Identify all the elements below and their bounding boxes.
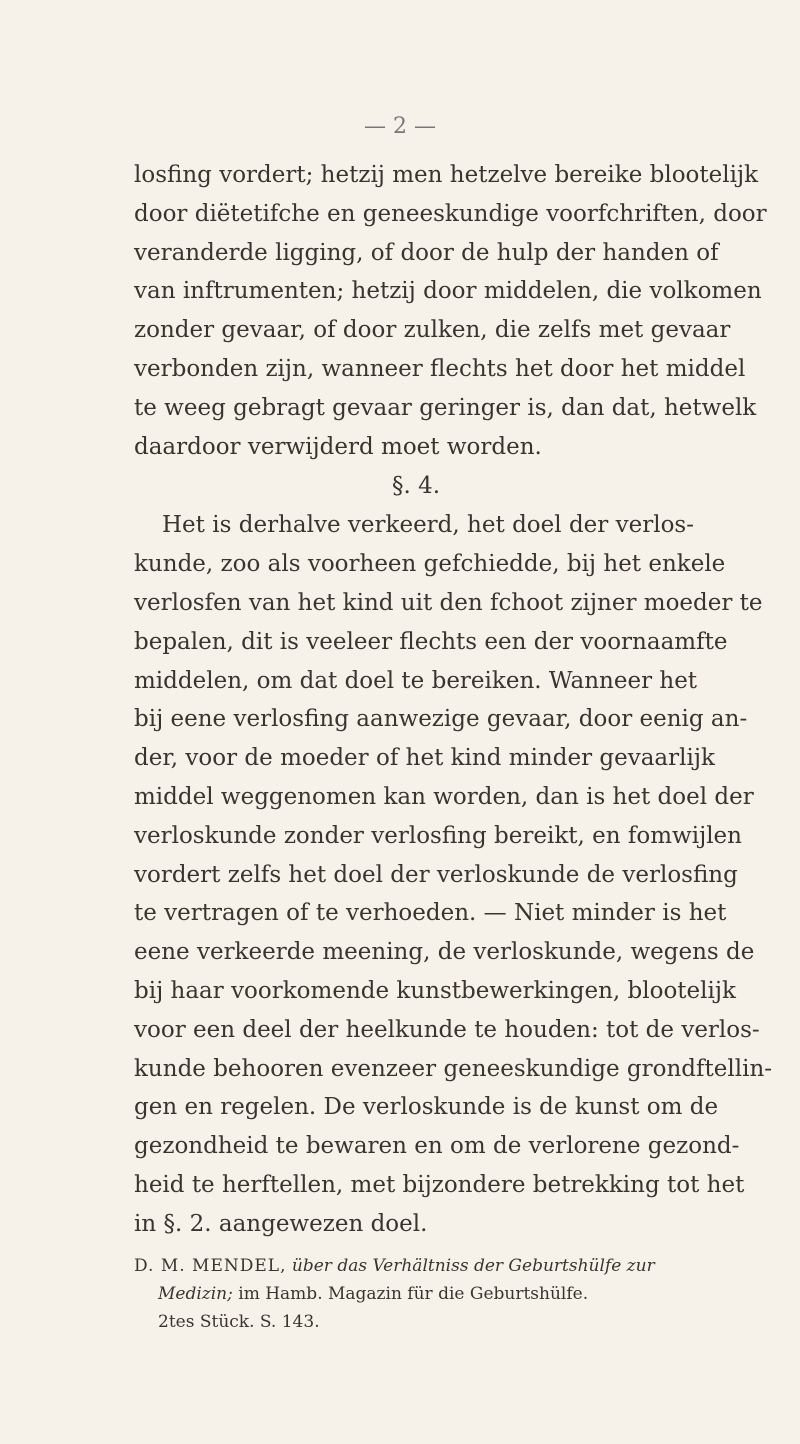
text-line: bij haar voorkomende kunstbewerkingen, blootelijk (134, 977, 736, 1004)
text-line: te weeg gebragt gevaar geringer is, dan dat, hetwelk (134, 394, 757, 421)
text-line: bepalen, dit is veeleer flechts een der voornaamfte (134, 628, 728, 655)
text-line: zonder gevaar, of door zulken, die zelfs met gevaar (134, 317, 731, 344)
text-line: van inftrumenten; hetzij door middelen, die volkomen (134, 278, 762, 305)
footnote-source: im Hamb. Magazin für die Geburtshülfe. (238, 1283, 589, 1304)
text-line: kunde behooren evenzeer geneeskundige grondftellin- (134, 1055, 773, 1082)
text-line: in §. 2. aangewezen doel. (134, 1210, 428, 1237)
text-line: veranderde ligging, of door de hulp der handen of (134, 239, 719, 266)
text-line: losfing vordert; hetzij men hetzelve bereike blootelijk (134, 162, 759, 188)
text-line: gezondheid te bewaren en om de verlorene gezond- (134, 1133, 740, 1160)
footnote (134, 1252, 694, 1336)
text-line: te vertragen of te verhoeden. — Niet minder is het (134, 900, 727, 927)
text-line: heid te herftellen, met bijzondere betrekking tot het (134, 1171, 745, 1198)
paragraph-2 (134, 506, 773, 1243)
footnote-line: 2tes Stück. S. 143. (158, 1311, 320, 1332)
text-line: Het is derhalve verkeerd, het doel der verlos- (162, 512, 694, 539)
text-line: middel weggenomen kan worden, dan is het doel der (134, 783, 754, 810)
text-line: kunde, zoo als voorheen gefchiedde, bij het enkele (134, 551, 726, 578)
text-line: middelen, om dat doel te bereiken. Wanneer het (134, 667, 698, 694)
text-line: vordert zelfs het doel der verloskunde de verlosfing (134, 861, 738, 888)
footnote-line (134, 1280, 694, 1308)
text-line: der, voor de moeder of het kind minder gevaarlijk (134, 745, 715, 772)
text-line: verloskunde zonder verlosfing bereikt, en fomwijlen (134, 822, 742, 849)
footnote-title: über das Verhältniss der Geburtshülfe zur (291, 1255, 655, 1276)
page-number: — 2 — (364, 114, 436, 139)
body-text (134, 156, 773, 1336)
text-line: daardoor verwijderd moet worden. (134, 433, 542, 460)
footnote-title-continued: Medizin; (158, 1283, 233, 1304)
paragraph-1 (134, 156, 767, 466)
text-line: eene verkeerde meening, de verloskunde, wegens de (134, 939, 755, 966)
text-line: door diëtetifche en geneeskundige voorfchriften, door (134, 200, 767, 227)
footnote-line (134, 1252, 694, 1280)
text-line: voor een deel der heelkunde te houden: tot de verlos- (134, 1016, 760, 1043)
text-line: gen en regelen. De verloskunde is de kunst om de (134, 1094, 719, 1121)
text-line: bij eene verlosfing aanwezige gevaar, door eenig an- (134, 706, 748, 733)
text-line: verlosfen van het kind uit den fchoot zijner moeder te (134, 589, 763, 616)
section-heading: §. 4. (392, 473, 441, 500)
text-line: verbonden zijn, wanneer flechts het door het middel (134, 355, 746, 382)
footnote-author: D. M. MENDEL, (134, 1255, 287, 1276)
